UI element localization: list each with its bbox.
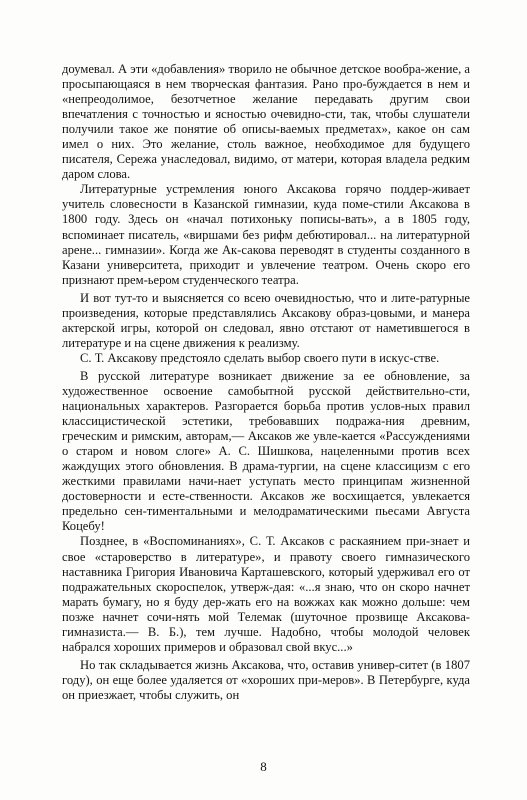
paragraph-7: Но так складывается жизнь Аксакова, что, оставив универ-ситет (в 1807 году), он еще более удаляется от «хороших при-меров». В Петербурге, куда он приезжает, чтобы служить, он (62, 657, 470, 702)
body-text (62, 62, 470, 703)
paragraph-1: доумевал. А эти «добавления» творило не обычное детское вообра-жение, а просыпающаяся в нем творческая фантазия. Рано про-буждается в нем и «непреодолимое, безотчетное желание передавать другим свои впечатления с точностью и ясностью очевидно-сти, так, чтобы слушатели получили такое же понятие об описы-ваемых предметах», какое он сам имел о них. Это желание, столь важное, необходимое для будущего писателя, Сережа унаследовал, видимо, от матери, которая владела редким даром слова. (62, 62, 470, 182)
page-number: 8 (260, 759, 267, 774)
paragraph-6: Позднее, в «Воспоминаниях», С. Т. Аксаков с раскаянием при-знает и свое «староверство в литературе», и правоту своего гимназического наставника Григория Ивановича Карташевского, который удерживал его от подражательных скороспелок, утверж-дая: «...я знаю, что он скоро начнет марать бумагу, но я буду дер-жать его на вожжах как можно дольше: чем позже начнет сочи-нять мой Телемак (шуточное прозвище Аксакова-гимназиста.— В. Б.), тем лучше. Надобно, чтобы молодой человек набрался хороших примеров и образовал свой вкус...» (62, 534, 470, 654)
paragraph-5: В русской литературе возникает движение за ее обновление, за художественное освоение самобытной русской действительно-сти, национальных характеров. Разгорается борьба против услов-ных правил классицистической эстетики, требовавших подража-ния древним, греческим и римским, авторам,— Аксаков же увле-кается «Рассуждениями о старом и новом слоге» А. С. Шишкова, нацеленными против всех жаждущих этого обновления. В драма-тургии, на сцене классицизм с его жесткими правилами начи-нает уступать место принципам жизненной достоверности и есте-ственности. Аксаков же восхищается, увлекается предельно сен-тиментальными и мелодраматическими пьесами Августа Коцебу! (62, 368, 470, 534)
paragraph-4: С. Т. Аксакову предстояло сделать выбор своего пути в искус-стве. (80, 350, 440, 365)
paragraph-2: Литературные устремления юного Аксакова горячо поддер-живает учитель словесности в Казанской гимназии, куда поме-стили Аксакова в 1800 году. Здесь он «начал потихоньку пописы-вать», а в 1805 году, вспоминает писатель, «виршами без рифм дебютировал... на литературной арене... гимназии». Когда же Ак-сакова переводят в студенты созданного в Казани университета, приходит и увлечение театром. Очень скоро его признают прем-ьером студенческого театра. (62, 182, 470, 287)
paragraph-3: И вот тут-то и выясняется со всею очевидностью, что и лите-ратурные произведения, которые представлялись Аксакову образ-цовыми, и манера актерской игры, которой он следовал, явно отстают от наметившегося в литературе и на сцене движения к реализму. (62, 290, 470, 350)
